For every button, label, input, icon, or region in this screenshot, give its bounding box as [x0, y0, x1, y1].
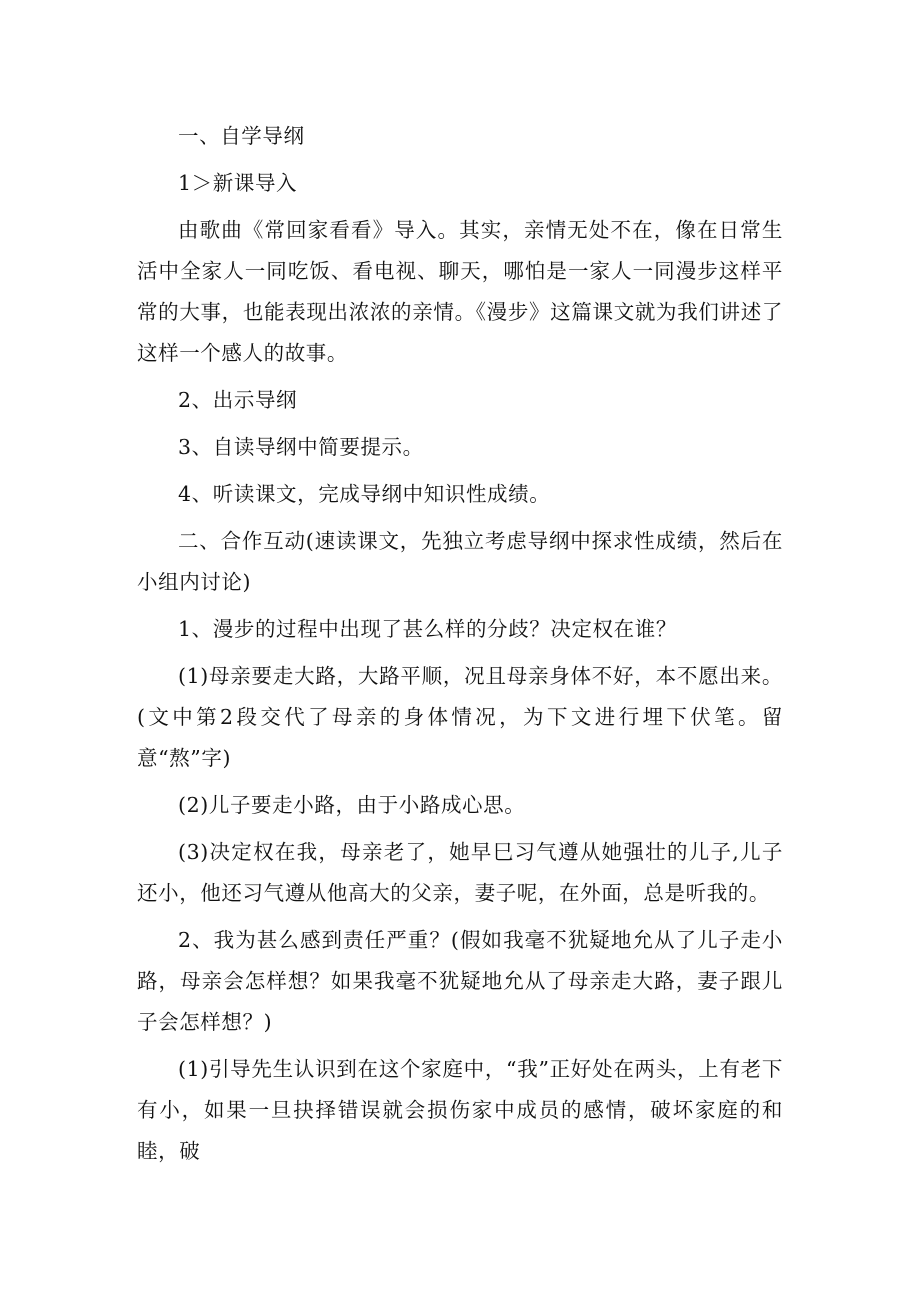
answer-2-1: (1)引导先生认识到在这个家庭中，“我”正好处在两头，上有老下有小，如果一旦抉择错误就会损伤家中成员的感情，破坏家庭的和睦，破: [137, 1057, 783, 1163]
list-item-show-outline: 2、出示导纲: [178, 388, 298, 412]
answer-1-1: (1)母亲要走大路，大路平顺，况且母亲身体不好，本不愿出来。(文中第2段交代了母亲的身体情况，为下文进行埋下伏笔。留意“熬”字): [137, 664, 783, 770]
answer-1-2: (2)儿子要走小路，由于小路成心思。: [178, 793, 526, 817]
answer-1-3: (3)决定权在我，母亲老了，她早巳习气遵从她强壮的儿子,儿子还小，他还习气遵从他高大的父亲，妻子呢，在外面，总是听我的。: [137, 840, 783, 905]
subheading-new-lesson-intro: 1＞新课导入: [178, 171, 298, 195]
list-item-read-tips: 3、自读导纲中简要提示。: [178, 435, 424, 459]
question-2: 2、我为甚么感到责任严重？(假如我毫不犹疑地允从了儿子走小路，母亲会怎样想？如果我毫不犹疑地允从了母亲走大路，妻子跟儿子会怎样想？): [137, 928, 783, 1034]
intro-paragraph: 由歌曲《常回家看看》导入。其实，亲情无处不在，像在日常生活中全家人一同吃饭、看电视、聊天，哪怕是一家人一同漫步这样平常的大事，也能表现出浓浓的亲情。《漫步》这篇课文就为我们讲述了这样一个感人的故事。: [137, 218, 783, 365]
question-1: 1、漫步的过程中出现了甚么样的分歧？决定权在谁？: [178, 617, 677, 641]
section-heading-cooperation: 二、合作互动(速读课文，先独立考虑导纲中探求性成绩，然后在小组内讨论): [137, 529, 783, 594]
document-page: [137, 116, 783, 1178]
section-heading-self-study: 一、自学导纲: [178, 124, 305, 148]
list-item-listen-read: 4、听读课文，完成导纲中知识性成绩。: [178, 482, 551, 506]
